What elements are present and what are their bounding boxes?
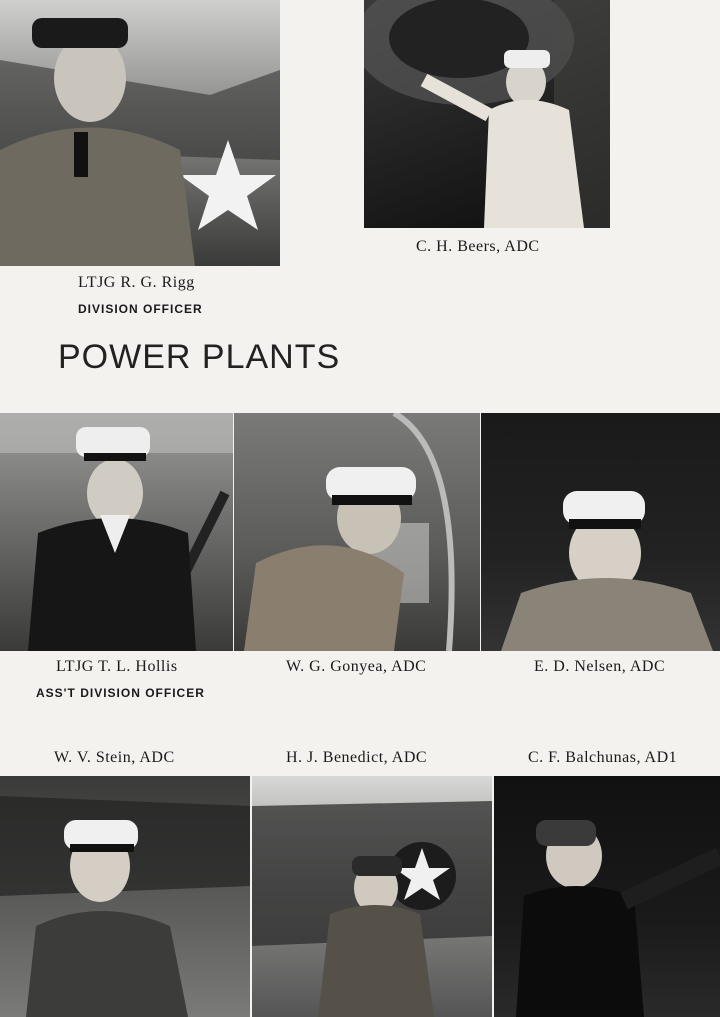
caption-beers: C. H. Beers, ADC <box>416 238 540 255</box>
photo-benedict <box>252 776 492 1017</box>
role-hollis: ASS'T DIVISION OFFICER <box>36 686 205 700</box>
photo-stein <box>0 776 250 1017</box>
caption-rigg: LTJG R. G. Rigg <box>78 274 195 291</box>
caption-hollis: LTJG T. L. Hollis <box>56 658 178 675</box>
caption-stein: W. V. Stein, ADC <box>54 749 175 766</box>
caption-balchunas: C. F. Balchunas, AD1 <box>528 749 678 766</box>
photo-balchunas <box>494 776 720 1017</box>
photo-rigg <box>0 0 280 266</box>
role-rigg: DIVISION OFFICER <box>78 302 203 316</box>
section-title: POWER PLANTS <box>58 338 341 376</box>
photo-hollis <box>0 413 233 651</box>
caption-nelsen: E. D. Nelsen, ADC <box>534 658 666 675</box>
photo-beers <box>364 0 610 228</box>
caption-gonyea: W. G. Gonyea, ADC <box>286 658 427 675</box>
caption-benedict: H. J. Benedict, ADC <box>286 749 428 766</box>
photo-gonyea <box>234 413 480 651</box>
photo-nelsen <box>481 413 720 651</box>
